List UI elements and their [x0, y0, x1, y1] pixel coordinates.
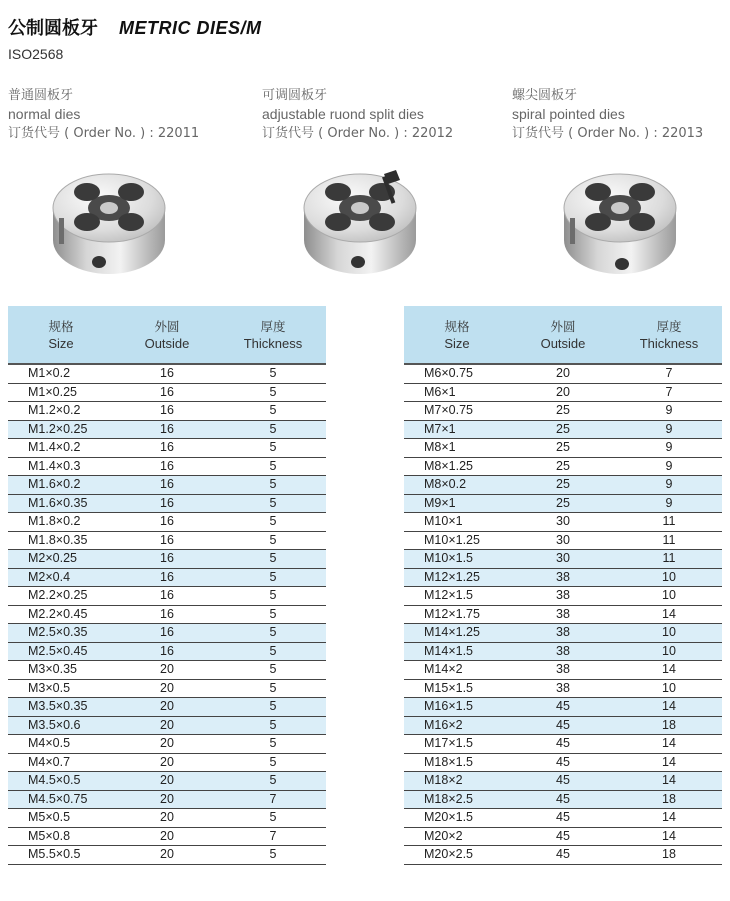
cell-size: M4.5×0.75: [8, 790, 114, 809]
table-row: [404, 494, 722, 513]
cell-thickness: 5: [220, 753, 326, 772]
table-row: [8, 457, 326, 476]
cell-outside: 38: [510, 661, 616, 680]
table-row: [404, 642, 722, 661]
cell-thickness: 9: [616, 439, 722, 458]
table-row: [8, 827, 326, 846]
title-chinese: 公制圆板牙: [8, 18, 98, 39]
table-row: [8, 402, 326, 421]
cell-outside: 20: [114, 846, 220, 865]
cell-thickness: 5: [220, 383, 326, 402]
cell-size: M5×0.5: [8, 809, 114, 828]
cell-thickness: 5: [220, 457, 326, 476]
table-row: [404, 383, 722, 402]
cell-outside: 45: [510, 772, 616, 791]
cell-size: M1.8×0.35: [8, 531, 114, 550]
table-row: [8, 772, 326, 791]
spiral-die-image: [558, 168, 683, 278]
cell-thickness: 5: [220, 846, 326, 865]
cell-outside: 20: [114, 679, 220, 698]
cell-outside: 16: [114, 383, 220, 402]
table-row: [404, 476, 722, 495]
cell-size: M4×0.5: [8, 735, 114, 754]
cell-outside: 25: [510, 457, 616, 476]
table-row: [8, 790, 326, 809]
table-row: [404, 716, 722, 735]
table-row: [8, 809, 326, 828]
cell-size: M7×1: [404, 420, 510, 439]
table-row: [404, 587, 722, 606]
cell-thickness: 5: [220, 402, 326, 421]
cell-size: M1.4×0.2: [8, 439, 114, 458]
cell-thickness: 14: [616, 827, 722, 846]
cell-outside: 16: [114, 494, 220, 513]
table-row: [404, 772, 722, 791]
cell-thickness: 9: [616, 457, 722, 476]
cell-size: M14×1.25: [404, 624, 510, 643]
page-title: [8, 14, 262, 40]
cell-size: M20×2: [404, 827, 510, 846]
cell-outside: 38: [510, 679, 616, 698]
cell-outside: 30: [510, 550, 616, 569]
table-row: [404, 809, 722, 828]
cell-thickness: 5: [220, 568, 326, 587]
cell-size: M12×1.5: [404, 587, 510, 606]
cell-thickness: 5: [220, 716, 326, 735]
cell-thickness: 9: [616, 420, 722, 439]
cell-size: M16×1.5: [404, 698, 510, 717]
cell-outside: 20: [114, 735, 220, 754]
cell-thickness: 5: [220, 364, 326, 383]
cell-size: M1.6×0.35: [8, 494, 114, 513]
variant-name-en: spiral pointed dies: [512, 106, 625, 122]
cell-thickness: 14: [616, 809, 722, 828]
cell-outside: 38: [510, 568, 616, 587]
cell-size: M10×1: [404, 513, 510, 532]
table-row: [404, 698, 722, 717]
table-row: [8, 587, 326, 606]
cell-thickness: 5: [220, 772, 326, 791]
cell-outside: 45: [510, 790, 616, 809]
variant-name-cn: 可调圆板牙: [262, 88, 328, 103]
variant-order-no: 订货代号 ( Order No. ) : 22011: [8, 126, 200, 141]
cell-thickness: 9: [616, 494, 722, 513]
cell-size: M2×0.4: [8, 568, 114, 587]
cell-thickness: 14: [616, 735, 722, 754]
table-row: [8, 698, 326, 717]
cell-size: M10×1.5: [404, 550, 510, 569]
cell-size: M16×2: [404, 716, 510, 735]
cell-thickness: 5: [220, 531, 326, 550]
cell-outside: 45: [510, 846, 616, 865]
title-english: METRIC DIES/M: [119, 18, 262, 38]
cell-outside: 20: [114, 716, 220, 735]
size-table-left: [8, 306, 326, 865]
table-row: [8, 550, 326, 569]
cell-size: M2.2×0.25: [8, 587, 114, 606]
table-row: [8, 846, 326, 865]
column-header-thickness: 厚度 Thickness: [220, 306, 326, 364]
cell-thickness: 18: [616, 846, 722, 865]
variant-name-en: normal dies: [8, 106, 81, 122]
cell-outside: 45: [510, 735, 616, 754]
cell-size: M7×0.75: [404, 402, 510, 421]
cell-outside: 16: [114, 402, 220, 421]
cell-thickness: 14: [616, 772, 722, 791]
cell-outside: 16: [114, 624, 220, 643]
cell-thickness: 5: [220, 605, 326, 624]
cell-thickness: 5: [220, 587, 326, 606]
cell-size: M1.4×0.3: [8, 457, 114, 476]
cell-thickness: 10: [616, 642, 722, 661]
table-row: [404, 661, 722, 680]
cell-size: M2.5×0.35: [8, 624, 114, 643]
cell-thickness: 5: [220, 661, 326, 680]
cell-outside: 16: [114, 364, 220, 383]
cell-size: M9×1: [404, 494, 510, 513]
table-row: [404, 364, 722, 383]
adjustable-die-image: [298, 168, 423, 278]
cell-thickness: 14: [616, 698, 722, 717]
cell-thickness: 7: [220, 827, 326, 846]
cell-thickness: 5: [220, 420, 326, 439]
table-row: [404, 679, 722, 698]
cell-outside: 25: [510, 476, 616, 495]
cell-size: M3.5×0.35: [8, 698, 114, 717]
cell-outside: 20: [114, 827, 220, 846]
table-row: [404, 457, 722, 476]
table-row: [8, 420, 326, 439]
cell-outside: 20: [510, 383, 616, 402]
cell-size: M14×2: [404, 661, 510, 680]
size-table-right: [404, 306, 722, 865]
cell-thickness: 5: [220, 698, 326, 717]
cell-size: M18×2: [404, 772, 510, 791]
table-row: [404, 846, 722, 865]
cell-thickness: 5: [220, 679, 326, 698]
cell-thickness: 5: [220, 550, 326, 569]
column-header-size: 规格 Size: [404, 306, 510, 364]
cell-size: M12×1.75: [404, 605, 510, 624]
cell-thickness: 18: [616, 716, 722, 735]
cell-outside: 45: [510, 809, 616, 828]
cell-size: M17×1.5: [404, 735, 510, 754]
cell-size: M12×1.25: [404, 568, 510, 587]
variant-name-cn: 普通圆板牙: [8, 88, 74, 103]
cell-size: M6×1: [404, 383, 510, 402]
cell-outside: 45: [510, 827, 616, 846]
column-header-outside: 外圆 Outside: [114, 306, 220, 364]
cell-size: M1.2×0.25: [8, 420, 114, 439]
table-row: [8, 364, 326, 383]
cell-outside: 25: [510, 402, 616, 421]
cell-outside: 30: [510, 531, 616, 550]
table-row: [404, 402, 722, 421]
table-row: [8, 439, 326, 458]
cell-outside: 16: [114, 605, 220, 624]
cell-outside: 16: [114, 439, 220, 458]
table-row: [8, 383, 326, 402]
cell-outside: 20: [114, 790, 220, 809]
cell-thickness: 14: [616, 605, 722, 624]
cell-outside: 45: [510, 753, 616, 772]
table-row: [8, 753, 326, 772]
cell-size: M8×0.2: [404, 476, 510, 495]
cell-size: M8×1.25: [404, 457, 510, 476]
cell-thickness: 9: [616, 476, 722, 495]
table-body: [8, 364, 326, 864]
standard-label: ISO2568: [8, 46, 64, 62]
cell-thickness: 5: [220, 513, 326, 532]
table-row: [404, 439, 722, 458]
cell-thickness: 11: [616, 513, 722, 532]
cell-outside: 38: [510, 587, 616, 606]
cell-thickness: 5: [220, 735, 326, 754]
cell-size: M1×0.2: [8, 364, 114, 383]
cell-thickness: 5: [220, 642, 326, 661]
cell-size: M10×1.25: [404, 531, 510, 550]
cell-thickness: 5: [220, 476, 326, 495]
cell-size: M1.2×0.2: [8, 402, 114, 421]
cell-size: M8×1: [404, 439, 510, 458]
cell-thickness: 14: [616, 753, 722, 772]
cell-size: M14×1.5: [404, 642, 510, 661]
cell-outside: 16: [114, 568, 220, 587]
table-row: [8, 661, 326, 680]
cell-thickness: 10: [616, 624, 722, 643]
cell-size: M5.5×0.5: [8, 846, 114, 865]
cell-outside: 16: [114, 476, 220, 495]
cell-outside: 16: [114, 531, 220, 550]
cell-thickness: 5: [220, 809, 326, 828]
table-row: [404, 605, 722, 624]
normal-die-image: [47, 168, 172, 278]
cell-outside: 25: [510, 420, 616, 439]
cell-outside: 16: [114, 513, 220, 532]
table-row: [404, 531, 722, 550]
table-row: [8, 513, 326, 532]
cell-size: M5×0.8: [8, 827, 114, 846]
cell-outside: 20: [114, 661, 220, 680]
table-row: [404, 735, 722, 754]
variant-order-no: 订货代号 ( Order No. ) : 22013: [512, 126, 704, 141]
table-row: [404, 568, 722, 587]
cell-thickness: 5: [220, 624, 326, 643]
cell-outside: 16: [114, 642, 220, 661]
cell-size: M6×0.75: [404, 364, 510, 383]
variant-normal: [8, 86, 199, 143]
cell-size: M18×1.5: [404, 753, 510, 772]
variant-spiral: [512, 86, 703, 143]
cell-size: M2.5×0.45: [8, 642, 114, 661]
table-row: [8, 624, 326, 643]
cell-outside: 38: [510, 605, 616, 624]
table-body: [404, 364, 722, 864]
cell-thickness: 5: [220, 439, 326, 458]
cell-outside: 45: [510, 716, 616, 735]
cell-size: M15×1.5: [404, 679, 510, 698]
cell-size: M3.5×0.6: [8, 716, 114, 735]
variant-adjustable: [262, 86, 453, 143]
cell-size: M20×1.5: [404, 809, 510, 828]
cell-outside: 38: [510, 642, 616, 661]
cell-outside: 20: [114, 698, 220, 717]
table-row: [8, 679, 326, 698]
cell-thickness: 11: [616, 550, 722, 569]
column-header-thickness: 厚度 Thickness: [616, 306, 722, 364]
cell-size: M1.8×0.2: [8, 513, 114, 532]
cell-outside: 16: [114, 420, 220, 439]
cell-outside: 38: [510, 624, 616, 643]
cell-size: M18×2.5: [404, 790, 510, 809]
table-row: [8, 568, 326, 587]
cell-outside: 30: [510, 513, 616, 532]
cell-thickness: 11: [616, 531, 722, 550]
cell-outside: 16: [114, 457, 220, 476]
table-row: [404, 550, 722, 569]
table-row: [404, 420, 722, 439]
table-row: [8, 642, 326, 661]
table-row: [404, 790, 722, 809]
cell-outside: 25: [510, 494, 616, 513]
table-row: [8, 716, 326, 735]
table-row: [8, 476, 326, 495]
cell-outside: 20: [114, 753, 220, 772]
cell-size: M20×2.5: [404, 846, 510, 865]
column-header-size: 规格 Size: [8, 306, 114, 364]
cell-outside: 20: [114, 809, 220, 828]
cell-thickness: 7: [616, 383, 722, 402]
cell-thickness: 18: [616, 790, 722, 809]
table-row: [8, 605, 326, 624]
cell-size: M1.6×0.2: [8, 476, 114, 495]
table-row: [8, 494, 326, 513]
column-header-outside: 外圆 Outside: [510, 306, 616, 364]
cell-size: M2.2×0.45: [8, 605, 114, 624]
table-row: [404, 624, 722, 643]
cell-thickness: 10: [616, 587, 722, 606]
cell-thickness: 10: [616, 679, 722, 698]
cell-thickness: 14: [616, 661, 722, 680]
cell-thickness: 5: [220, 494, 326, 513]
cell-outside: 25: [510, 439, 616, 458]
table-header-row: [404, 306, 722, 364]
cell-size: M3×0.35: [8, 661, 114, 680]
cell-outside: 20: [114, 772, 220, 791]
cell-size: M2×0.25: [8, 550, 114, 569]
cell-size: M1×0.25: [8, 383, 114, 402]
table-row: [8, 735, 326, 754]
cell-thickness: 10: [616, 568, 722, 587]
cell-size: M4.5×0.5: [8, 772, 114, 791]
cell-size: M3×0.5: [8, 679, 114, 698]
cell-size: M4×0.7: [8, 753, 114, 772]
variant-name-cn: 螺尖圆板牙: [512, 88, 578, 103]
cell-outside: 20: [510, 364, 616, 383]
cell-outside: 16: [114, 587, 220, 606]
table-row: [8, 531, 326, 550]
cell-outside: 16: [114, 550, 220, 569]
variant-order-no: 订货代号 ( Order No. ) : 22012: [262, 126, 454, 141]
cell-outside: 45: [510, 698, 616, 717]
cell-thickness: 7: [220, 790, 326, 809]
table-row: [404, 513, 722, 532]
table-row: [404, 753, 722, 772]
cell-thickness: 9: [616, 402, 722, 421]
table-header-row: [8, 306, 326, 364]
cell-thickness: 7: [616, 364, 722, 383]
table-row: [404, 827, 722, 846]
variant-name-en: adjustable ruond split dies: [262, 106, 424, 122]
